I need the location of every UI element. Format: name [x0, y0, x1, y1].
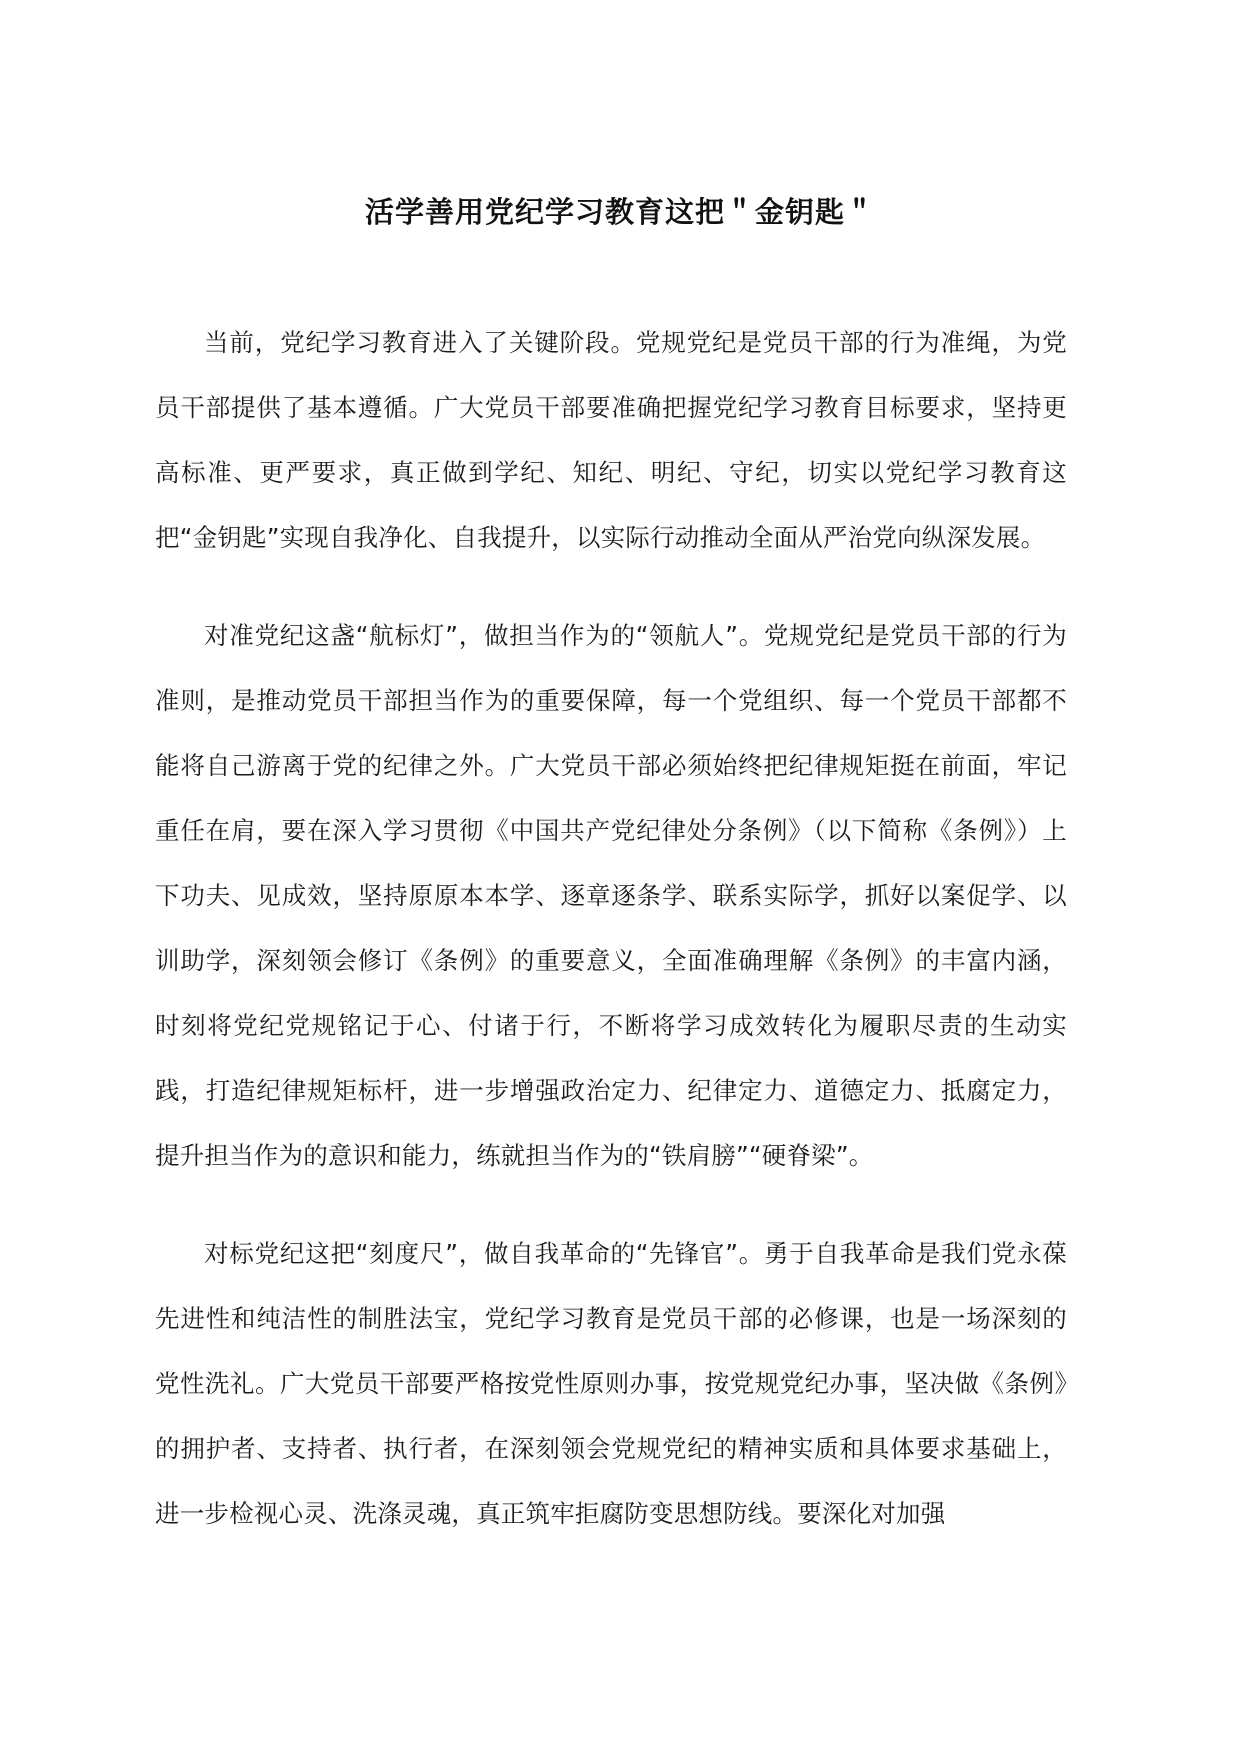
document-title: 活学善用党纪学习教育这把＂金钥匙＂: [364, 195, 875, 229]
paragraph-3: 对标党纪这把“刻度尺”，做自我革命的“先锋官”。勇于自我革命是我们党永葆先进性和纯洁性的制胜法宝，党纪学习教育是党员干部的必修课，也是一场深刻的党性洗礼。广大党员干部要严格按党性原则办事，按党规党纪办事，坚决做《条例》的拥护者、支持者、执行者，在深刻领会党规党纪的精神实质和具体要求基础上，进一步检视心灵、洗涤灵魂，真正筑牢拒腐防变思想防线。要深化对加强: [155, 1239, 1067, 1528]
document-body: [155, 310, 1067, 1579]
paragraph-1: 当前，党纪学习教育进入了关键阶段。党规党纪是党员干部的行为准绳，为党员干部提供了基本遵循。广大党员干部要准确把握党纪学习教育目标要求，坚持更高标准、更严要求，真正做到学纪、知纪、明纪、守纪，切实以党纪学习教育这把“金钥匙”实现自我净化、自我提升，以实际行动推动全面从严治党向纵深发展。: [155, 328, 1067, 552]
paragraph-2: 对准党纪这盏“航标灯”，做担当作为的“领航人”。党规党纪是党员干部的行为准则，是推动党员干部担当作为的重要保障，每一个党组织、每一个党员干部都不能将自己游离于党的纪律之外。广大党员干部必须始终把纪律规矩挺在前面，牢记重任在肩，要在深入学习贯彻《中国共产党纪律处分条例》（以下简称《条例》）上下功夫、见成效，坚持原原本本学、逐章逐条学、联系实际学，抓好以案促学、以训助学，深刻领会修订《条例》的重要意义，全面准确理解《条例》的丰富内涵，时刻将党纪党规铭记于心、付诸于行，不断将学习成效转化为履职尽责的生动实践，打造纪律规矩标杆，进一步增强政治定力、纪律定力、道德定力、抵腐定力，提升担当作为的意识和能力，练就担当作为的“铁肩膀”“硬脊梁”。: [155, 621, 1067, 1170]
